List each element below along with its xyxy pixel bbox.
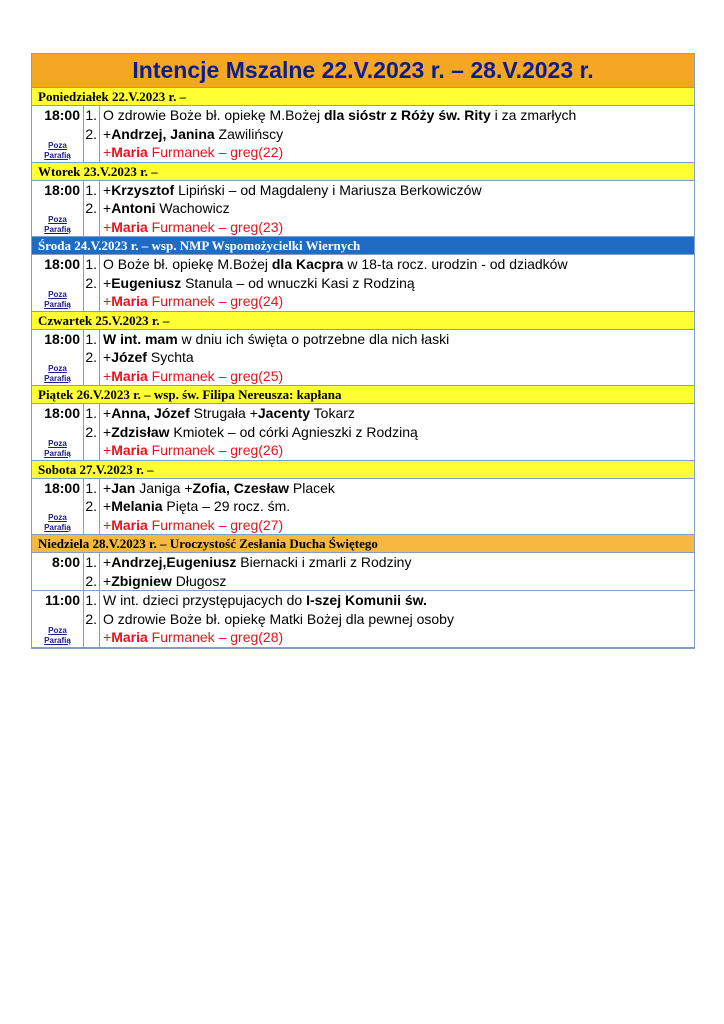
intention-text: + [103,405,112,421]
intention-text: Furmanek – greg(22) [147,144,284,160]
intention-text: w dniu ich święta o potrzebne dla nich łaski [177,330,450,347]
intention-text: Długosz [171,572,227,589]
intention-name: Andrzej,Eugeniusz [111,554,237,570]
intention-text: + [103,200,112,216]
day-section [32,88,694,163]
poza-label-line: Poza [48,625,67,635]
page-title: Intencje Mszalne 22.V.2023 r. – 28.V.2023 r. [32,54,694,88]
intention-name: Melania [111,498,163,514]
mass-time: 8:00 [51,554,80,570]
poza-label-line: Poza [48,438,67,448]
intention-number: 2. [85,349,97,365]
intention-number [84,516,99,535]
intention-text-cell [100,181,694,237]
poza-label-line: Parafią [44,635,71,645]
intention-text: + [103,498,112,514]
intention-line [103,348,694,367]
poza-parafia-label [32,513,83,533]
day-header: Niedziela 28.V.2023 r. – Uroczystość Zesłania Ducha Świętego [32,535,694,553]
intentions-sheet [31,53,695,649]
intention-number-cell [84,404,100,460]
intention-name: Jan [111,479,136,496]
intention-text: Furmanek – greg(28) [147,629,284,645]
intention-text: + [103,181,112,198]
mass-block [32,181,694,238]
intention-line [103,181,694,200]
intention-text: Furmanek – greg(26) [147,442,284,458]
intention-number: 2. [85,125,97,142]
mass-block [32,404,694,461]
intention-text: + [103,218,112,235]
intention-line [103,497,694,516]
intention-text-cell [100,106,694,162]
intention-line [103,404,694,423]
intention-text: Kmiotek – od córki Agnieszki z Rodziną [169,423,418,440]
poza-label-line: Poza [48,513,67,522]
intention-line [103,143,694,162]
intention-number-cell [84,591,100,647]
intention-name: Anna, Józef [111,405,190,421]
intention-name: Krzysztof [111,181,175,198]
intention-number: 1. [85,256,97,272]
intention-number: 1. [85,479,97,496]
mass-block [32,479,694,536]
day-section [32,461,694,536]
intention-text: + [103,423,112,440]
intention-text: Stanula – od wnuczki Kasi z Rodziną [181,274,415,291]
intention-number: 2. [85,274,97,291]
intention-name: Maria [111,218,148,235]
mass-block [32,591,694,648]
intention-line [103,330,694,349]
poza-parafia-label [32,364,83,384]
day-header: Wtorek 23.V.2023 r. – [32,163,694,181]
intention-number-cell [84,106,100,162]
intention-name: Jacenty [257,405,311,421]
intention-text: + [103,516,112,533]
poza-parafia-label [32,141,83,161]
intention-name: Maria [111,367,148,384]
intention-text: + [103,554,112,570]
poza-label-line: Parafią [44,150,71,160]
intention-text: + [103,479,112,496]
intention-text: + [103,367,112,384]
intention-text: Wachowicz [155,200,230,216]
intention-text: Janiga + [135,479,193,496]
intention-name: Maria [111,144,148,160]
intention-line [103,199,694,218]
intention-number: 2. [85,423,97,440]
poza-label-line: Parafią [44,374,71,383]
intention-number-cell [84,553,100,590]
intention-line [103,292,694,311]
intention-line [103,441,694,460]
intention-name: I-szej Komunii św. [306,592,427,608]
intention-number-cell [84,255,100,311]
poza-label-line: Parafią [44,523,71,532]
mass-time-cell [32,106,84,162]
intention-number-cell [84,181,100,237]
intention-name: Józef [111,349,147,365]
mass-time-cell [32,479,84,535]
intention-text: + [103,349,112,365]
intention-line [103,125,694,144]
intention-text: O zdrowie Boże bł. opiekę Matki Bożej dla pewnej osoby [103,610,454,627]
intention-text: + [103,293,112,309]
intention-name: Andrzej, Janina [111,125,215,142]
poza-label-line: Parafią [44,448,71,458]
intention-text-cell [100,255,694,311]
intention-line [103,591,694,610]
intention-text: + [103,572,112,589]
days-list [32,88,694,648]
mass-time: 18:00 [44,256,80,272]
intention-name: Maria [111,442,148,458]
intention-text: Sychta [146,349,194,365]
intention-number: 1. [85,592,97,608]
day-section [32,163,694,238]
mass-block [32,106,694,163]
intention-text: Tokarz [310,405,355,421]
intention-text: i za zmarłych [490,107,577,123]
intention-text: + [103,144,112,160]
mass-time-cell [32,553,84,590]
intention-number: 1. [85,405,97,421]
mass-time-cell [32,255,84,311]
intention-number [84,218,99,237]
day-section [32,237,694,312]
poza-parafia-label [32,215,83,235]
poza-label-line: Poza [48,140,67,150]
intention-text: w 18-ta rocz. urodzin - od dziadków [343,256,568,272]
intention-name: Zbigniew [111,572,172,589]
mass-block [32,330,694,387]
intention-number-cell [84,330,100,386]
intention-line [103,553,694,572]
intention-text-cell [100,479,694,535]
intention-number: 2. [85,200,97,216]
mass-time: 11:00 [44,592,80,608]
mass-time-cell [32,330,84,386]
poza-label-line: Poza [48,364,67,373]
intention-text: Furmanek – greg(24) [147,293,284,309]
intention-number [84,628,99,647]
intention-text: + [103,629,112,645]
intention-text-cell [100,553,694,590]
intention-number: 2. [85,498,97,514]
intention-text: Pięta – 29 rocz. śm. [162,498,291,514]
intention-line [103,610,694,629]
day-section [32,386,694,461]
mass-block [32,553,694,591]
intention-number [84,441,99,460]
poza-label-line: Poza [48,289,67,299]
intention-name: dla Kacpra [271,256,344,272]
intention-number [84,367,99,386]
intention-line [103,572,694,591]
intention-text-cell [100,591,694,647]
intention-text: Furmanek – greg(27) [147,516,284,533]
day-header: Poniedziałek 22.V.2023 r. – [32,88,694,106]
intention-number-cell [84,479,100,535]
intention-text: Zawilińscy [214,125,284,142]
intention-name: Antoni [111,200,156,216]
intention-text: W int. dzieci przystępujacych do [103,592,307,608]
intention-line [103,274,694,293]
mass-time: 18:00 [44,330,80,347]
poza-label-line: Parafią [44,299,71,309]
intention-text: O zdrowie Boże bł. opiekę M.Bożej [103,107,324,123]
poza-parafia-label [32,439,83,459]
day-header: Czwartek 25.V.2023 r. – [32,312,694,330]
mass-time: 18:00 [44,405,80,421]
intention-text: Biernacki i zmarli z Rodziny [236,554,412,570]
intention-name: dla sióstr z Róży św. Rity [324,107,491,123]
intention-text-cell [100,330,694,386]
day-header: Piątek 26.V.2023 r. – wsp. św. Filipa Nereusza: kapłana [32,386,694,404]
intention-line [103,628,694,647]
intention-number: 1. [85,554,97,570]
intention-text: + [103,274,112,291]
intention-text: O Boże bł. opiekę M.Bożej [103,256,272,272]
day-section [32,535,694,648]
mass-time: 18:00 [44,107,80,123]
intention-number: 1. [85,181,97,198]
intention-number: 2. [85,572,97,589]
poza-parafia-label [32,290,83,310]
intention-number: 1. [85,107,97,123]
mass-block [32,255,694,312]
intention-line [103,218,694,237]
intention-text: Strugała + [189,405,258,421]
poza-label-line: Parafią [44,225,71,234]
mass-time-cell [32,181,84,237]
intention-text: Furmanek – greg(23) [147,218,284,235]
intention-name: Maria [111,516,148,533]
day-section [32,312,694,387]
intention-number [84,143,99,162]
intention-name: Maria [111,293,148,309]
intention-line [103,367,694,386]
intention-name: Eugeniusz [111,274,182,291]
mass-time: 18:00 [44,181,80,198]
intention-name: Maria [111,629,148,645]
day-header: Sobota 27.V.2023 r. – [32,461,694,479]
mass-time-cell [32,404,84,460]
intention-text-cell [100,404,694,460]
intention-text: Lipiński – od Magdaleny i Mariusza Berkowiczów [174,181,482,198]
intention-text: + [103,442,112,458]
intention-number: 1. [85,330,97,347]
intention-line [103,255,694,274]
intention-line [103,516,694,535]
day-header: Środa 24.V.2023 r. – wsp. NMP Wspomożycielki Wiernych [32,237,694,255]
intention-number: 2. [85,610,97,627]
intention-line [103,106,694,125]
intention-text: Placek [289,479,335,496]
mass-time: 18:00 [44,479,80,496]
intention-line [103,479,694,498]
poza-label-line: Poza [48,215,67,224]
intention-line [103,423,694,442]
intention-name: W int. mam [103,330,178,347]
intention-number [84,292,99,311]
intention-text: + [103,125,112,142]
mass-time-cell [32,591,84,647]
intention-text: Furmanek – greg(25) [147,367,284,384]
intention-name: Zdzisław [111,423,170,440]
intention-name: Zofia, Czesław [192,479,289,496]
poza-parafia-label [32,626,83,646]
